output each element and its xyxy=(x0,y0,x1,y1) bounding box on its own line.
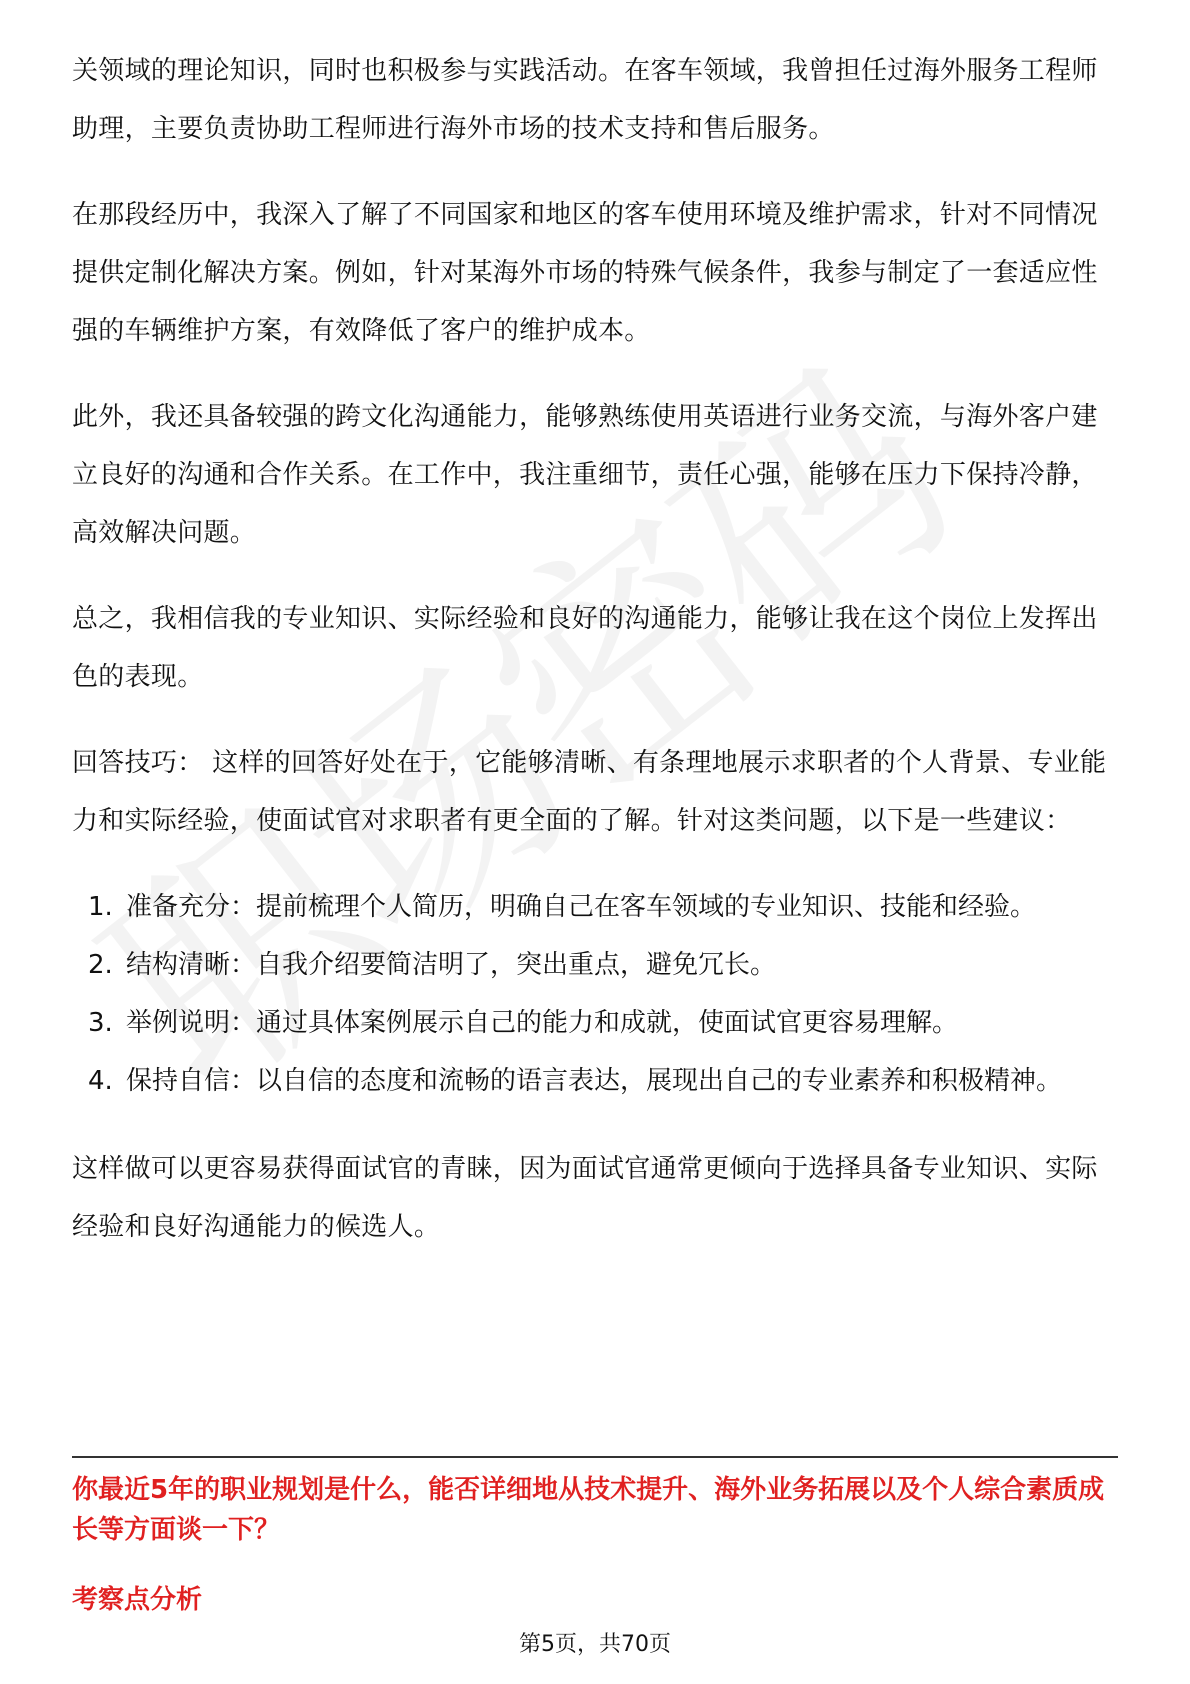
list-item-text: 结构清晰：自我介绍要简洁明了，突出重点，避免冗长。 xyxy=(126,950,777,980)
document-body xyxy=(72,42,1118,1284)
list-item-number: 1. xyxy=(88,892,113,922)
section-divider xyxy=(72,1456,1118,1458)
paragraph-experience-intro: 关领域的理论知识，同时也积极参与实践活动。在客车领域，我曾担任过海外服务工程师助理，主要负责协助工程师进行海外市场的技术支持和售后服务。 xyxy=(72,56,1098,144)
list-item-number: 2. xyxy=(88,950,113,980)
paragraph-summary: 总之，我相信我的专业知识、实际经验和良好的沟通能力，能够让我在这个岗位上发挥出色的表现。 xyxy=(72,604,1098,692)
paragraph-communication: 此外，我还具备较强的跨文化沟通能力，能够熟练使用英语进行业务交流，与海外客户建立良好的沟通和合作关系。在工作中，我注重细节，责任心强，能够在压力下保持冷静，高效解决问题。 xyxy=(72,402,1098,548)
paragraph-experience-detail: 在那段经历中，我深入了解了不同国家和地区的客车使用环境及维护需求，针对不同情况提供定制化解决方案。例如，针对某海外市场的特殊气候条件，我参与制定了一套适应性强的车辆维护方案，有效降低了客户的维护成本。 xyxy=(72,200,1098,346)
list-item-text: 准备充分：提前梳理个人简历，明确自己在客车领域的专业知识、技能和经验。 xyxy=(126,892,1037,922)
list-item-text: 举例说明：通过具体案例展示自己的能力和成就，使面试官更容易理解。 xyxy=(126,1008,959,1038)
list-item xyxy=(72,1052,1118,1110)
list-item-text: 保持自信：以自信的态度和流畅的语言表达，展现出自己的专业素养和积极精神。 xyxy=(126,1066,1063,1096)
list-item xyxy=(72,878,1118,936)
next-question-heading: 你最近5年的职业规划是什么，能否详细地从技术提升、海外业务拓展以及个人综合素质成长等方面谈一下？ xyxy=(72,1475,1105,1545)
analysis-heading: 考察点分析 xyxy=(72,1585,203,1615)
list-item xyxy=(72,936,1118,994)
paragraph-answer-tips: 回答技巧： 这样的回答好处在于，它能够清晰、有条理地展示求职者的个人背景、专业能力和实际经验，使面试官对求职者有更全面的了解。针对这类问题，以下是一些建议： xyxy=(72,748,1107,836)
list-item-number: 4. xyxy=(88,1066,113,1096)
page-number-footer: 第5页，共70页 xyxy=(519,1632,671,1657)
paragraph-closing: 这样做可以更容易获得面试官的青睐，因为面试官通常更倾向于选择具备专业知识、实际经验和良好沟通能力的候选人。 xyxy=(72,1154,1098,1242)
list-item-number: 3. xyxy=(88,1008,113,1038)
list-item xyxy=(72,994,1118,1052)
tips-list xyxy=(72,878,1118,1110)
